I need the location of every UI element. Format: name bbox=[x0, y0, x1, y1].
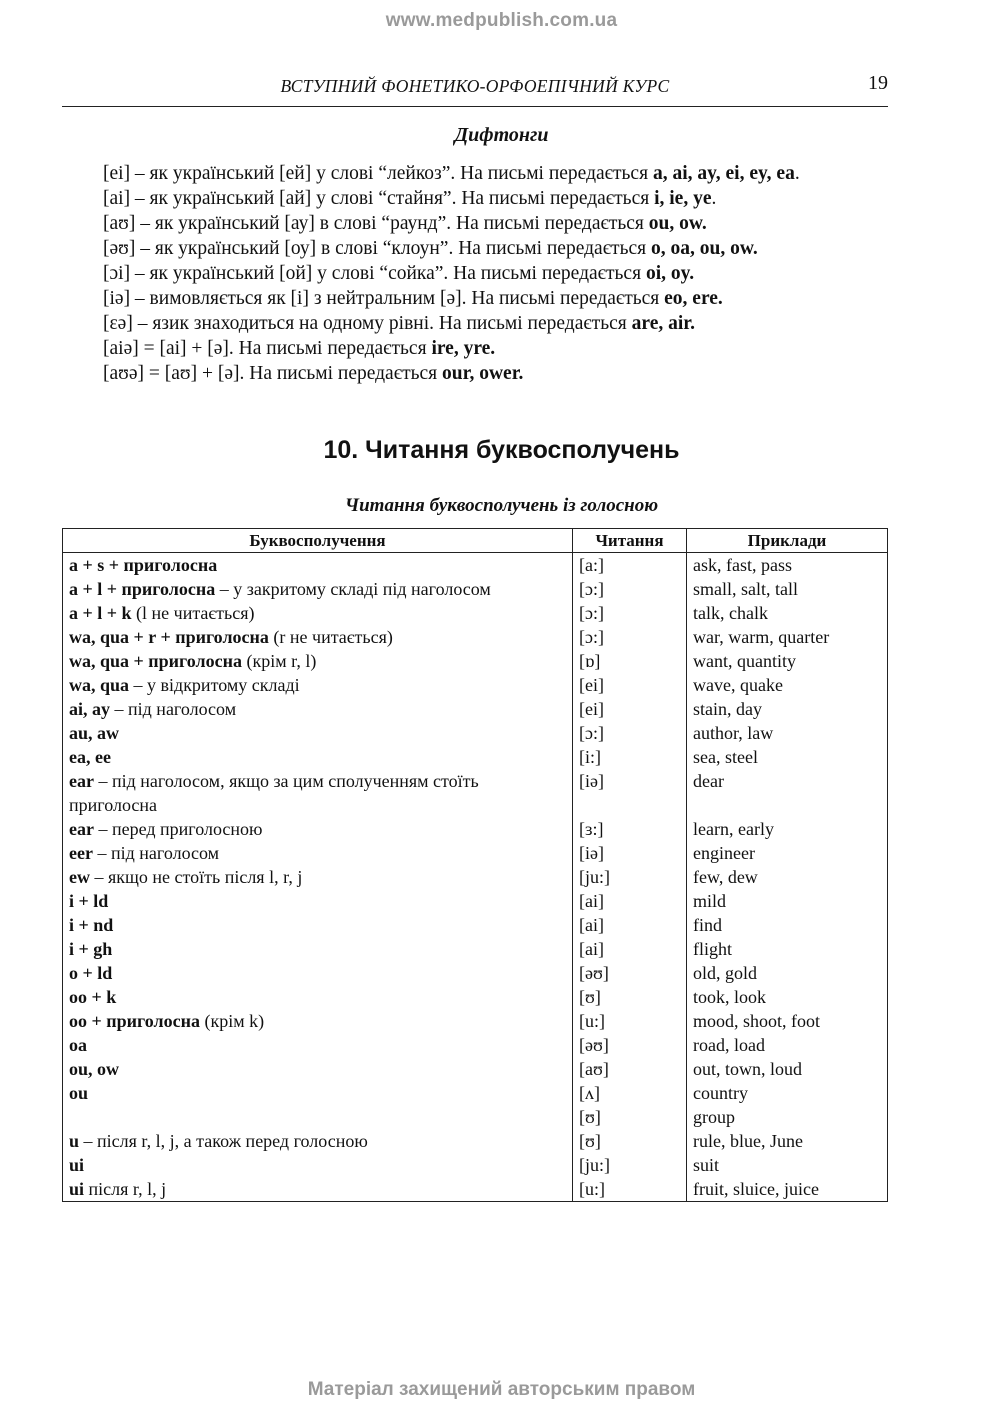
reading-cell: [aʊ] bbox=[573, 1057, 687, 1081]
diphthongs-list bbox=[103, 161, 903, 386]
combination-note: – якщо не стоїть після l, r, j bbox=[90, 867, 303, 887]
combination-note: після r, l, j bbox=[84, 1179, 167, 1199]
combination-bold: au, aw bbox=[69, 723, 120, 743]
header-examples: Приклади bbox=[687, 529, 888, 553]
combination-cell bbox=[63, 673, 573, 697]
reading-cell: [ju:] bbox=[573, 1153, 687, 1177]
examples-cell: stain, day bbox=[687, 697, 888, 721]
examples-cell: fruit, sluice, juice bbox=[687, 1177, 888, 1202]
combination-note: – перед приголосною bbox=[93, 819, 263, 839]
combination-cell bbox=[63, 1177, 573, 1202]
combination-cell bbox=[63, 865, 573, 889]
examples-cell: sea, steel bbox=[687, 745, 888, 769]
combination-note: – під наголосом, якщо за цим сполученням стоїть приголосна bbox=[69, 771, 479, 815]
combination-cell bbox=[63, 577, 573, 601]
combination-cell bbox=[63, 1033, 573, 1057]
combination-bold: a + l + k bbox=[69, 603, 132, 623]
combination-bold: ou bbox=[69, 1083, 89, 1103]
combination-cell bbox=[63, 769, 573, 817]
table-row bbox=[63, 961, 888, 985]
table-row bbox=[63, 697, 888, 721]
table-row bbox=[63, 889, 888, 913]
examples-cell: want, quantity bbox=[687, 649, 888, 673]
examples-cell: road, load bbox=[687, 1033, 888, 1057]
combination-cell bbox=[63, 1153, 573, 1177]
watermark-top: www.medpublish.com.ua bbox=[385, 10, 618, 31]
combination-cell bbox=[63, 841, 573, 865]
combination-bold: eer bbox=[69, 843, 93, 863]
table-row bbox=[63, 1129, 888, 1153]
reading-cell: [iə] bbox=[573, 841, 687, 865]
table-row bbox=[63, 1105, 888, 1129]
table-row bbox=[63, 601, 888, 625]
combination-note: (r не читається) bbox=[268, 627, 393, 647]
combination-bold: ou, ow bbox=[69, 1059, 120, 1079]
combination-cell bbox=[63, 961, 573, 985]
examples-cell: mild bbox=[687, 889, 888, 913]
combination-cell bbox=[63, 697, 573, 721]
reading-cell: [ɔ:] bbox=[573, 601, 687, 625]
table-row bbox=[63, 745, 888, 769]
reading-cell: [ɜ:] bbox=[573, 817, 687, 841]
combination-cell bbox=[63, 1057, 573, 1081]
table-row bbox=[63, 1177, 888, 1202]
combination-note: – під наголосом bbox=[110, 699, 237, 719]
reading-cell: [ɔ:] bbox=[573, 721, 687, 745]
combination-bold: ear bbox=[69, 771, 94, 791]
reading-cell: [ʊ] bbox=[573, 1105, 687, 1129]
combination-bold: oo + приголосна bbox=[69, 1011, 200, 1031]
combination-bold: wa, qua bbox=[69, 675, 130, 695]
reading-cell: [iə] bbox=[573, 769, 687, 817]
diphthong-line: [ei] – як український [ей] у слові “лейкоз”. На письмі передається a, ai, ay, ei, ey, ea. bbox=[103, 163, 800, 184]
reading-cell: [ɔ:] bbox=[573, 577, 687, 601]
reading-cell: [ʊ] bbox=[573, 1129, 687, 1153]
running-head bbox=[62, 72, 888, 107]
combination-bold: i + nd bbox=[69, 915, 114, 935]
combination-cell bbox=[63, 913, 573, 937]
reading-cell: [a:] bbox=[573, 553, 687, 578]
reading-cell: [ʊ] bbox=[573, 985, 687, 1009]
combination-cell bbox=[63, 649, 573, 673]
diphthong-line: [aiə] = [ai] + [ə]. На письмі передається ire, yre. bbox=[103, 338, 496, 359]
table-row bbox=[63, 817, 888, 841]
diphthong-line: [ɛə] – язик знаходиться на одному рівні. На письмі передається are, air. bbox=[103, 313, 696, 334]
table-row bbox=[63, 1081, 888, 1105]
examples-cell: mood, shoot, foot bbox=[687, 1009, 888, 1033]
examples-cell: out, town, loud bbox=[687, 1057, 888, 1081]
reading-cell: [ʌ] bbox=[573, 1081, 687, 1105]
reading-cell: [ei] bbox=[573, 673, 687, 697]
combination-cell bbox=[63, 985, 573, 1009]
table-row bbox=[63, 553, 888, 578]
reading-cell: [ɒ] bbox=[573, 649, 687, 673]
table-body bbox=[63, 553, 888, 1202]
combination-cell bbox=[63, 1129, 573, 1153]
combination-bold: u bbox=[69, 1131, 80, 1151]
combination-bold: a + s + приголосна bbox=[69, 555, 218, 575]
reading-cell: [ai] bbox=[573, 937, 687, 961]
table-row bbox=[63, 985, 888, 1009]
reading-cell: [u:] bbox=[573, 1177, 687, 1202]
reading-cell: [əʊ] bbox=[573, 1033, 687, 1057]
table-row bbox=[63, 1033, 888, 1057]
header-combination: Буквосполучення bbox=[63, 529, 573, 553]
table-row bbox=[63, 721, 888, 745]
examples-cell: wave, quake bbox=[687, 673, 888, 697]
diphthong-line: [ai] – як український [ай] у слові “стайня”. На письмі передається i, ie, ye. bbox=[103, 188, 717, 209]
combination-bold: i + gh bbox=[69, 939, 113, 959]
combination-cell bbox=[63, 817, 573, 841]
combination-bold: ear bbox=[69, 819, 94, 839]
reading-table bbox=[62, 528, 888, 1202]
combination-note: (крім r, l) bbox=[241, 651, 317, 671]
reading-cell: [ai] bbox=[573, 913, 687, 937]
examples-cell: author, law bbox=[687, 721, 888, 745]
reading-cell: [u:] bbox=[573, 1009, 687, 1033]
examples-cell: group bbox=[687, 1105, 888, 1129]
examples-cell: suit bbox=[687, 1153, 888, 1177]
combination-bold: ui bbox=[69, 1155, 85, 1175]
combination-cell bbox=[63, 625, 573, 649]
combination-cell bbox=[63, 1081, 573, 1105]
combination-bold: i + ld bbox=[69, 891, 109, 911]
combination-bold: a + l + приголосна bbox=[69, 579, 216, 599]
examples-cell: find bbox=[687, 913, 888, 937]
reading-cell: [ai] bbox=[573, 889, 687, 913]
combination-cell bbox=[63, 1105, 573, 1129]
combination-cell bbox=[63, 937, 573, 961]
diphthongs-title: Дифтонги bbox=[454, 124, 549, 146]
examples-cell: war, warm, quarter bbox=[687, 625, 888, 649]
diphthong-line: [əʊ] – як український [оу] в слові “клоун”. На письмі передається o, oa, ou, ow. bbox=[103, 238, 758, 259]
reading-cell: [ɔ:] bbox=[573, 625, 687, 649]
reading-cell: [ju:] bbox=[573, 865, 687, 889]
combination-bold: wa, qua + приголосна bbox=[69, 651, 242, 671]
examples-cell: learn, early bbox=[687, 817, 888, 841]
reading-cell: [i:] bbox=[573, 745, 687, 769]
diphthong-line: [aʊə] = [aʊ] + [ə]. На письмі передається our, ower. bbox=[103, 363, 524, 384]
combination-bold: ew bbox=[69, 867, 90, 887]
combination-bold: oo + k bbox=[69, 987, 117, 1007]
page-number: 19 bbox=[868, 72, 888, 94]
diphthong-line: [aʊ] – як український [ау] в слові “раунд”. На письмі передається ou, ow. bbox=[103, 213, 707, 234]
examples-cell: took, look bbox=[687, 985, 888, 1009]
section-title: 10. Читання буквосполучень bbox=[323, 436, 680, 464]
table-row bbox=[63, 625, 888, 649]
table-row bbox=[63, 649, 888, 673]
combination-cell bbox=[63, 745, 573, 769]
combination-note: – у відкритому складі bbox=[129, 675, 300, 695]
diphthong-line: [ɔi] – як український [ой] у слові “сойка”. На письмі передається oi, oy. bbox=[103, 263, 695, 284]
table-row bbox=[63, 673, 888, 697]
combination-cell bbox=[63, 721, 573, 745]
table-row bbox=[63, 865, 888, 889]
table-row bbox=[63, 769, 888, 817]
table-row bbox=[63, 841, 888, 865]
combination-bold: ai, ay bbox=[69, 699, 111, 719]
combination-note: – під наголосом bbox=[92, 843, 220, 863]
combination-bold: ea, ee bbox=[69, 747, 111, 767]
combination-bold: o + ld bbox=[69, 963, 113, 983]
examples-cell: small, salt, tall bbox=[687, 577, 888, 601]
combination-cell bbox=[63, 1009, 573, 1033]
combination-cell bbox=[63, 553, 573, 578]
examples-cell: engineer bbox=[687, 841, 888, 865]
watermark-bottom: Матеріал захищений авторським правом bbox=[307, 1379, 696, 1400]
table-row bbox=[63, 937, 888, 961]
combination-cell bbox=[63, 889, 573, 913]
combination-note: – після r, l, j, а також перед голосною bbox=[79, 1131, 368, 1151]
table-row bbox=[63, 577, 888, 601]
combination-cell bbox=[63, 601, 573, 625]
reading-cell: [ei] bbox=[573, 697, 687, 721]
examples-cell: talk, chalk bbox=[687, 601, 888, 625]
running-head-title: ВСТУПНИЙ ФОНЕТИКО-ОРФОЕПІЧНИЙ КУРС bbox=[280, 76, 670, 96]
examples-cell: ask, fast, pass bbox=[687, 553, 888, 578]
header-reading: Читання bbox=[573, 529, 687, 553]
combination-bold: ui bbox=[69, 1179, 85, 1199]
examples-cell: few, dew bbox=[687, 865, 888, 889]
table-caption: Читання буквосполучень із голосною bbox=[344, 495, 659, 516]
combination-bold: wa, qua + r + приголосна bbox=[69, 627, 269, 647]
table-row bbox=[63, 1057, 888, 1081]
table-header-row bbox=[63, 529, 888, 553]
examples-cell: flight bbox=[687, 937, 888, 961]
examples-cell: old, gold bbox=[687, 961, 888, 985]
table-row bbox=[63, 913, 888, 937]
examples-cell: dear bbox=[687, 769, 888, 817]
combination-note: (крім k) bbox=[199, 1011, 265, 1031]
examples-cell: country bbox=[687, 1081, 888, 1105]
table-row bbox=[63, 1153, 888, 1177]
reading-cell: [əʊ] bbox=[573, 961, 687, 985]
examples-cell: rule, blue, June bbox=[687, 1129, 888, 1153]
combination-note: – у закритому складі під наголосом bbox=[215, 579, 491, 599]
diphthong-line: [iə] – вимовляється як [i] з нейтральним [ə]. На письмі передається eo, ere. bbox=[103, 288, 723, 309]
combination-note: (l не читається) bbox=[131, 603, 255, 623]
combination-bold: oa bbox=[69, 1035, 87, 1055]
table-row bbox=[63, 1009, 888, 1033]
